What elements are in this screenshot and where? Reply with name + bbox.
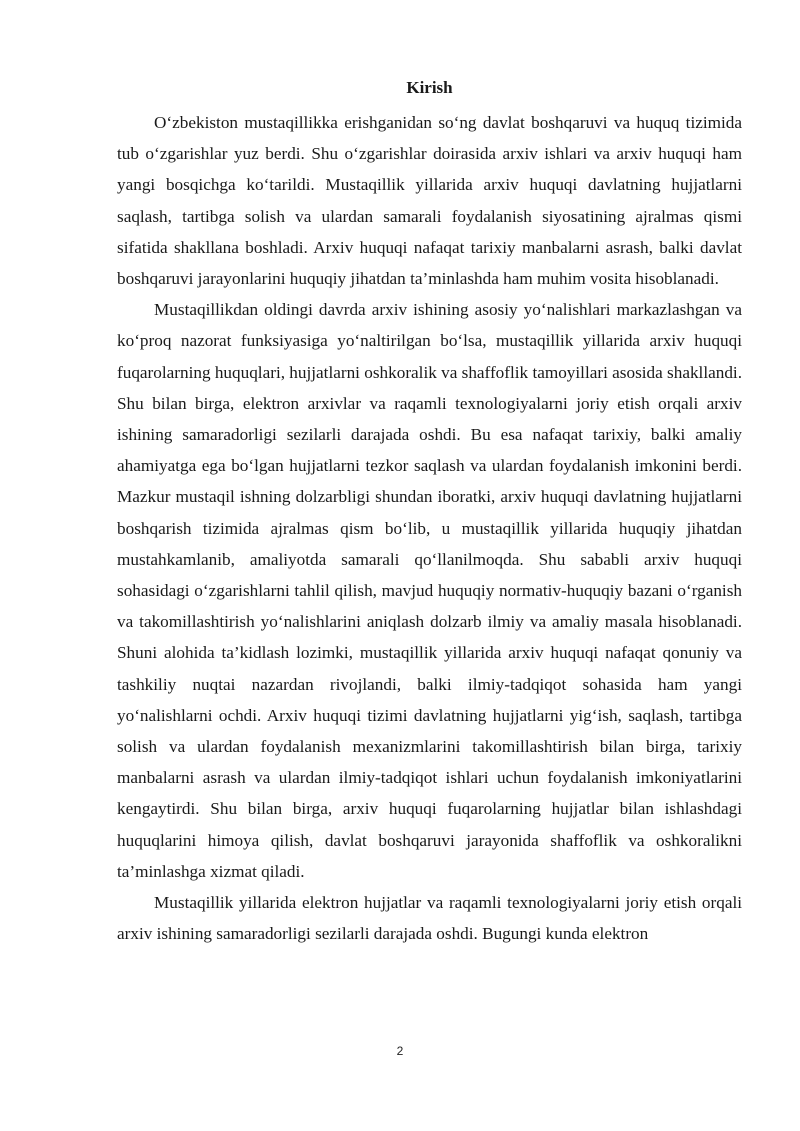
paragraph: Mustaqillikdan oldingi davrda arxiv ishining asosiy yo‘nalishlari markazlashgan va ko‘proq nazorat funksiyasiga yo‘naltirilgan bo‘lsa, mustaqillik yillarida arxiv huquqi fuqarolarning huquqlari, hujjatlarni oshkoralik va shaffoflik tamoyillari asosida shakllandi. Shu bilan birga, elektron arxivlar va raqamli texnologiyalarni joriy etish orqali arxiv ishining samaradorligi sezilarli darajada oshdi. Bu esa nafaqat tarixiy, balki amaliy ahamiyatga ega bo‘lgan hujjatlarni tezkor saqlash va ulardan foydalanish imkonini berdi. Mazkur mustaqil ishning dolzarbligi shundan iboratki, arxiv huquqi davlatning hujjatlarni boshqarish tizimida ajralmas qism bo‘lib, u mustaqillik yillarida huquqiy jihatdan mustahkamlanib, amaliyotda samarali qo‘llanilmoqda. Shu sababli arxiv huquqi sohasidagi o‘zgarishlarni tahlil qilish, mavjud huquqiy normativ-huquqiy bazani o‘rganish va takomillashtirish yo‘nalishlarini aniqlash dolzarb ilmiy va amaliy masala hisoblanadi. Shuni alohida ta’kidlash lozimki, mustaqillik yillarida arxiv huquqi nafaqat qonuniy va tashkiliy nuqtai nazardan rivojlandi, balki ilmiy-tadqiqot sohasida ham yangi yo‘nalishlarni ochdi. Arxiv huquqi tizimi davlatning hujjatlarni yig‘ish, saqlash, tartibga solish va ulardan foydalanish mexanizmlarini takomillashtirish bilan birga, tarixiy manbalarni asrash va ulardan ilmiy-tadqiqot ishlari uchun foydalanish imkoniyatlarini kengaytirdi. Shu bilan birga, arxiv huquqi fuqarolarning hujjatlar bilan ishlashdagi huquqlarini himoya qilish, davlat boshqaruvi jarayonida shaffoflik va oshkoralikni ta’minlashga xizmat qiladi.	[117, 300, 742, 881]
section-title: Kirish	[406, 78, 453, 97]
page-number: 2	[396, 1044, 404, 1058]
page-content	[117, 76, 742, 949]
paragraph: Mustaqillik yillarida elektron hujjatlar va raqamli texnologiyalarni joriy etish orqali arxiv ishining samaradorligi sezilarli darajada oshdi. Bugungi kunda elektron	[117, 893, 742, 944]
paragraph: O‘zbekiston mustaqillikka erishganidan so‘ng davlat boshqaruvi va huquq tizimida tub o‘zgarishlar yuz berdi. Shu o‘zgarishlar doirasida arxiv ishlari va arxiv huquqi ham yangi bosqichga ko‘tarildi. Mustaqillik yillarida arxiv huquqi davlatning hujjatlarni saqlash, tartibga solish va ulardan samarali foydalanish siyosatining ajralmas qismi sifatida shakllana boshladi. Arxiv huquqi nafaqat tarixiy manbalarni asrash, balki davlat boshqaruvi jarayonlarini huquqiy jihatdan ta’minlashda ham muhim vosita hisoblanadi.	[117, 113, 742, 289]
